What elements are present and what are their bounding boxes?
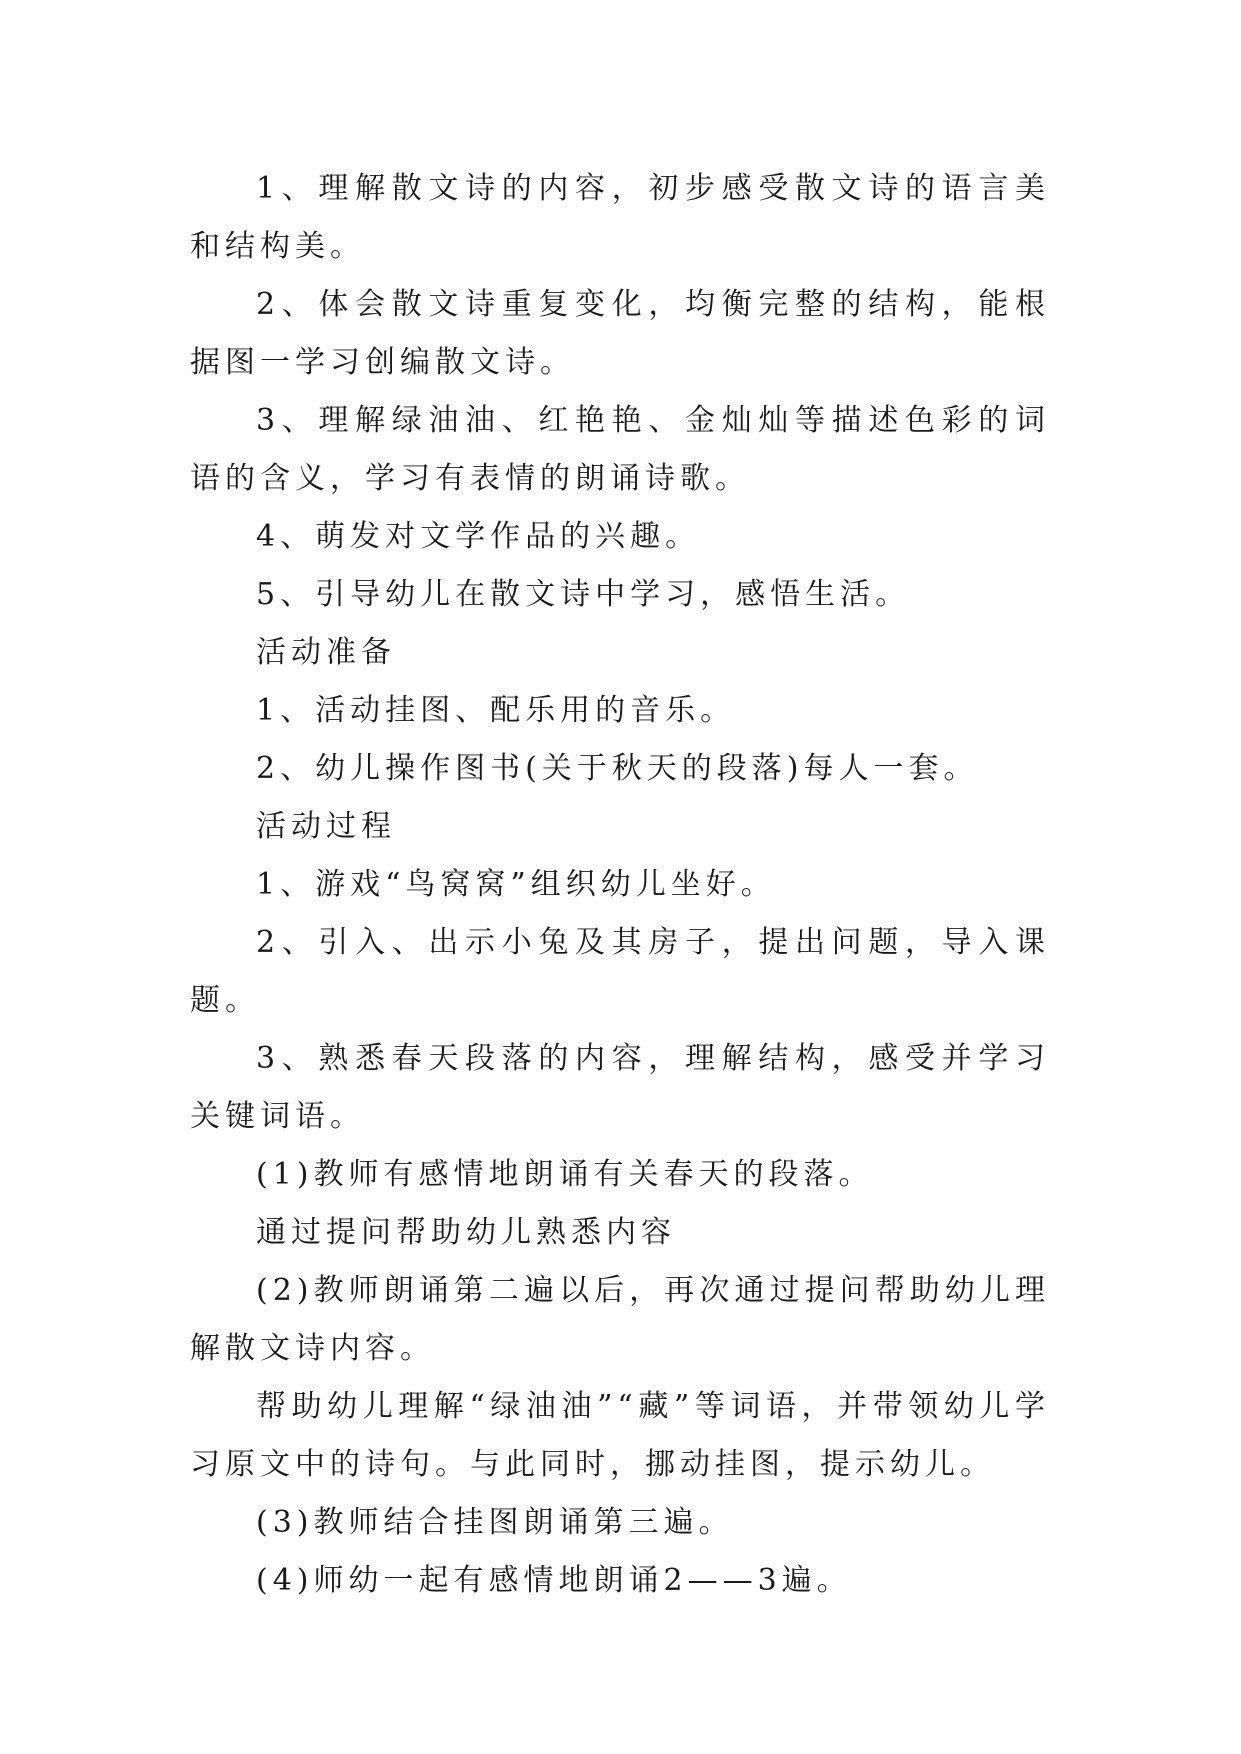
preparation-1-paragraph: 1、活动挂图、配乐用的音乐。 [256, 693, 736, 728]
goal-4-paragraph: 4、萌发对文学作品的兴趣。 [256, 519, 701, 554]
document-body [190, 160, 1050, 1610]
process-1-paragraph: 1、游戏“鸟窝窝”组织幼儿坐好。 [256, 867, 776, 902]
process-3-step-2: (2)教师朗诵第二遍以后，再次通过提问帮助幼儿理解散文诗内容。 [190, 1273, 1050, 1366]
section-heading-preparation: 活动准备 [256, 635, 396, 670]
process-3-step-1-note: 通过提问帮助幼儿熟悉内容 [256, 1215, 676, 1250]
process-3-paragraph: 3、熟悉春天段落的内容，理解结构，感受并学习关键词语。 [190, 1041, 1050, 1134]
process-3-step-3: (3)教师结合挂图朗诵第三遍。 [256, 1505, 734, 1540]
section-heading-process: 活动过程 [256, 809, 396, 844]
process-2-paragraph: 2、引入、出示小兔及其房子，提出问题，导入课题。 [190, 925, 1050, 1018]
process-3-step-1: (1)教师有感情地朗诵有关春天的段落。 [256, 1157, 874, 1192]
goal-3-paragraph: 3、理解绿油油、红艳艳、金灿灿等描述色彩的词语的含义，学习有表情的朗诵诗歌。 [190, 403, 1050, 496]
goal-2-paragraph: 2、体会散文诗重复变化，均衡完整的结构，能根据图一学习创编散文诗。 [190, 287, 1050, 380]
process-3-step-2-note: 帮助幼儿理解“绿油油”“藏”等词语，并带领幼儿学习原文中的诗句。与此同时，挪动挂图，提示幼儿。 [190, 1389, 1050, 1482]
preparation-2-paragraph: 2、幼儿操作图书(关于秋天的段落)每人一套。 [256, 751, 979, 786]
process-3-step-4: (4)师幼一起有感情地朗诵2——3遍。 [256, 1563, 852, 1598]
goal-1-paragraph: 1、理解散文诗的内容，初步感受散文诗的语言美和结构美。 [190, 171, 1050, 264]
goal-5-paragraph: 5、引导幼儿在散文诗中学习，感悟生活。 [256, 577, 911, 612]
